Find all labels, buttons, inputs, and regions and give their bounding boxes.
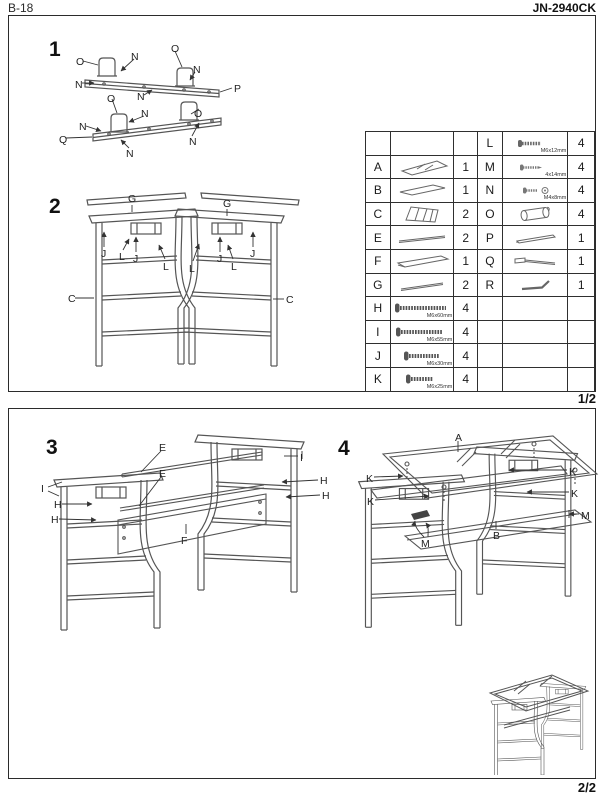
part-qty	[568, 297, 595, 321]
part-icon-cell	[390, 273, 454, 297]
part-letter: I	[366, 320, 391, 344]
part-letter: F	[366, 249, 391, 273]
part-letter	[478, 367, 503, 391]
part-qty: 1	[454, 155, 478, 179]
part-icon-cell	[502, 320, 568, 344]
part-spec: M6x60mm	[426, 313, 453, 320]
part-row	[366, 320, 595, 344]
part-letter: R	[478, 273, 503, 297]
part-icon-cell	[502, 249, 568, 273]
callout-J: J	[133, 253, 139, 265]
part-letter: E	[366, 226, 391, 250]
callout-H: H	[320, 475, 328, 487]
callout-O: O	[107, 93, 116, 105]
callout-I: I	[41, 483, 44, 495]
callout-L: L	[119, 251, 125, 263]
part-icon-cell	[390, 367, 454, 391]
part-row	[366, 132, 595, 156]
part-letter: K	[366, 367, 391, 391]
part-icon-rod	[393, 278, 451, 292]
part-qty: 1	[568, 226, 595, 250]
part-letter: B	[366, 179, 391, 203]
callout-P: P	[234, 83, 242, 95]
part-row	[366, 249, 595, 273]
part-qty: 4	[568, 179, 595, 203]
step-2-number: 2	[49, 195, 61, 218]
part-row	[366, 367, 595, 391]
part-icon-support-rod	[509, 231, 561, 245]
part-icon-cell	[390, 155, 454, 179]
part-icon-cell	[502, 297, 568, 321]
page-1	[8, 15, 596, 392]
part-icon-glass-panel	[393, 158, 451, 176]
page-2	[8, 408, 596, 779]
part-qty	[568, 367, 595, 391]
part-icon-cell	[502, 273, 568, 297]
callout-H: H	[322, 490, 330, 502]
part-icon-cell	[390, 226, 454, 250]
step-3-diagram	[14, 424, 334, 664]
part-letter	[478, 297, 503, 321]
callout-O: O	[171, 43, 180, 55]
callout-L: L	[231, 261, 237, 273]
part-qty	[568, 320, 595, 344]
part-icon-thin-panel	[393, 182, 451, 198]
part-icon-leg-frame	[398, 204, 446, 224]
part-letter: M	[478, 155, 503, 179]
part-icon-cell	[390, 202, 454, 226]
part-letter: G	[366, 273, 391, 297]
step-1-number: 1	[49, 38, 61, 61]
part-qty: 4	[454, 367, 478, 391]
callout-E: E	[159, 468, 167, 480]
callout-O: O	[194, 108, 203, 120]
part-icon-cylinder-glide	[512, 205, 558, 223]
part-row	[366, 226, 595, 250]
step-2-diagram	[39, 186, 329, 388]
part-row	[366, 297, 595, 321]
callout-N: N	[131, 51, 139, 63]
step-4-number: 4	[338, 437, 350, 460]
part-spec: 4x14mm	[545, 171, 567, 178]
part-spec: M6x30mm	[426, 360, 453, 367]
part-spec: M6x55mm	[426, 337, 453, 344]
callout-M: M	[581, 510, 590, 522]
part-qty: 2	[454, 273, 478, 297]
parts-list-table	[365, 131, 595, 392]
part-row	[366, 344, 595, 368]
part-icon-cell	[502, 226, 568, 250]
part-qty: 2	[454, 226, 478, 250]
part-qty: 4	[568, 202, 595, 226]
part-letter: H	[366, 297, 391, 321]
step-1-diagram	[49, 30, 259, 180]
part-letter: J	[366, 344, 391, 368]
part-icon-cell	[502, 132, 568, 156]
callout-A: A	[455, 432, 463, 444]
callout-H: H	[54, 499, 62, 511]
part-letter: A	[366, 155, 391, 179]
part-letter: N	[478, 179, 503, 203]
callout-J: J	[250, 248, 256, 260]
callout-E: E	[159, 442, 167, 454]
callout-N: N	[189, 136, 197, 148]
part-letter: C	[366, 202, 391, 226]
part-qty: 4	[454, 320, 478, 344]
part-icon-cell	[390, 297, 454, 321]
part-qty	[454, 132, 478, 156]
callout-C: C	[68, 293, 76, 305]
part-icon-wide-panel	[393, 253, 451, 269]
part-icon-cell	[502, 367, 568, 391]
part-qty: 4	[454, 344, 478, 368]
header-model: JN-2940CK	[532, 1, 596, 15]
callout-K: K	[571, 488, 579, 500]
part-icon-cell	[390, 320, 454, 344]
part-icon-cell	[502, 155, 568, 179]
part-letter: O	[478, 202, 503, 226]
part-letter: L	[478, 132, 503, 156]
callout-G: G	[128, 193, 137, 205]
callout-N: N	[193, 64, 201, 76]
callout-N: N	[75, 79, 83, 91]
part-qty: 4	[454, 297, 478, 321]
part-spec: M4x8mm	[543, 195, 567, 202]
part-row	[366, 202, 595, 226]
part-row	[366, 155, 595, 179]
callout-N: N	[126, 148, 134, 160]
callout-H: H	[51, 514, 59, 526]
part-qty: 1	[454, 179, 478, 203]
part-row	[366, 273, 595, 297]
part-qty: 4	[568, 132, 595, 156]
part-qty	[568, 344, 595, 368]
part-letter: P	[478, 226, 503, 250]
callout-N: N	[137, 91, 145, 103]
callout-L: L	[189, 263, 195, 275]
part-icon-cell	[390, 249, 454, 273]
callout-G: G	[223, 198, 232, 210]
part-qty: 1	[568, 249, 595, 273]
callout-K: K	[569, 466, 577, 478]
part-icon-cell	[390, 132, 454, 156]
step-3-number: 3	[46, 436, 58, 459]
part-icon-cell	[502, 202, 568, 226]
callout-J: J	[217, 253, 223, 265]
part-spec: M6x25mm	[426, 384, 453, 391]
header-doc-code: B-18	[8, 1, 34, 15]
callout-M: M	[421, 538, 430, 550]
callout-N: N	[79, 121, 87, 133]
callout-O: O	[76, 56, 85, 68]
callout-L: L	[163, 261, 169, 273]
callout-K: K	[366, 473, 374, 485]
page-number-2: 2/2	[577, 780, 596, 795]
part-letter: Q	[478, 249, 503, 273]
part-row	[366, 179, 595, 203]
part-qty: 1	[454, 249, 478, 273]
callout-C: C	[286, 294, 294, 306]
part-icon-rod	[393, 231, 451, 245]
part-qty: 1	[568, 273, 595, 297]
callout-I: I	[300, 452, 303, 464]
part-letter	[478, 320, 503, 344]
part-letter	[366, 132, 391, 156]
part-letter	[478, 344, 503, 368]
callout-K: K	[367, 496, 375, 508]
part-spec: M6x12mm	[540, 148, 567, 155]
part-qty: 4	[568, 155, 595, 179]
part-icon-cell	[502, 179, 568, 203]
callout-B: B	[493, 530, 501, 542]
part-icon-allen-key	[512, 277, 558, 293]
callout-J: J	[101, 248, 107, 260]
page-number-1: 1/2	[577, 391, 596, 406]
callout-Q: Q	[59, 134, 68, 146]
step-4-diagram	[329, 424, 604, 659]
part-qty: 2	[454, 202, 478, 226]
part-icon-cell	[390, 344, 454, 368]
part-icon-bar-bracket	[509, 254, 561, 268]
part-icon-cell	[390, 179, 454, 203]
part-icon-cell	[502, 344, 568, 368]
callout-N: N	[141, 108, 149, 120]
callout-F: F	[181, 535, 188, 547]
finished-table-illustration	[474, 667, 599, 775]
